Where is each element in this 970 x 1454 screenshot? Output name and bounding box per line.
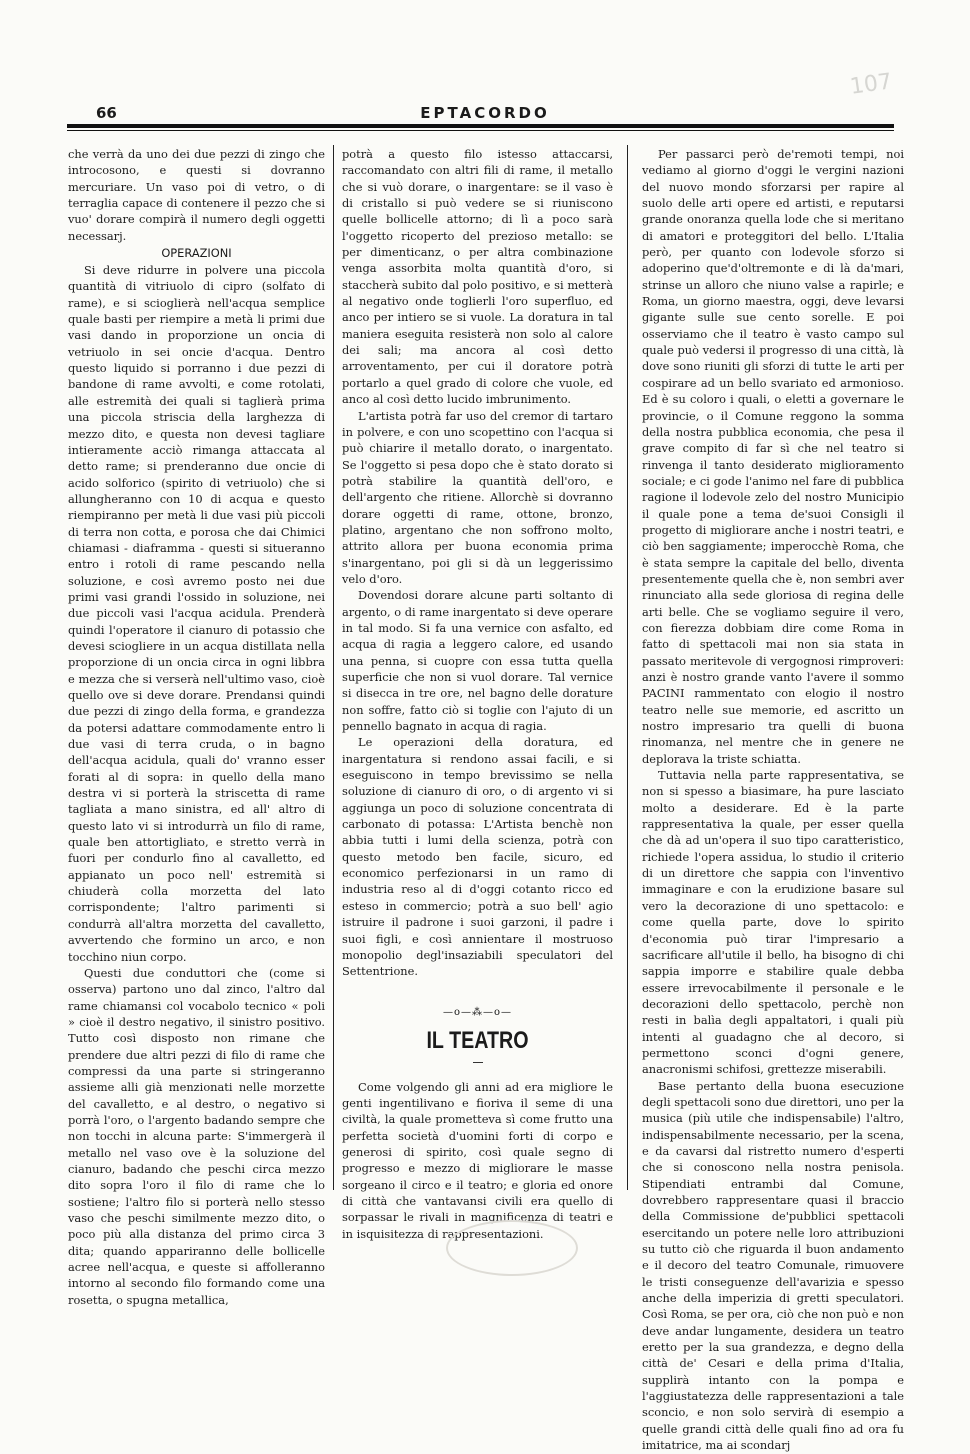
column-rule-right bbox=[627, 145, 628, 1190]
paragraph: che verrà da uno dei due pezzi di zingo che introcosono, e questi si dovranno mercuriare. Un vaso poi di vetro, o di terraglia capace di contenere il pezzo che si vuo' dorare compirà il numero degli oggetti necessarj. bbox=[68, 147, 325, 243]
paragraph: Base pertanto della buona esecuzione degli spettacoli sono due direttori, uno per la musica (più utile che indispensabile) l'altro, indispensabilmente necessario, per la scena, e da cavarsi dal ristretto numero d'esperti che si conoscono nella nostra penisola. Stipendiati entrambi dal Comune, dovrebbero rappresentare quasi il braccio della Commissione de'pubblici spettacoli esercitando un potere nelle loro attribuzioni su tutto ciò che riguarda il buon andamento e il decoro del teatro Comunale, rimuovere le tristi conseguenze dell'avarizia e spesso anche della imperizia di gretti speculatori. Così Roma, se per ora, ciò che non può e non deve andar lungamente, desidera un teatro eretto per la sua grandezza, e degno della città de' Cesari e della prima d'Italia, supplirà intanto con la pompa e l'aggiustatezza delle rappresentazioni a tale sconcio, e non solo servirà di esempio a quelle grandi città delle quali fino ad ora fu imitatrice, ma ai scondarj bbox=[642, 1078, 904, 1453]
paragraph: Le operazioni della doratura, ed inargentatura si rendono assai facili, e si eseguiscono in tempo brevissimo se nella soluzione di cianuro di oro, o di argento vi si aggiunga un poco di soluzione concentrata di carbonato di potassa: L'Artista benchè non abbia tutti i lumi della scienza, potrà con questo metodo ben facile, sicuro, ed economico perfezionarsi in un ramo di industria reso al di d'oggi cotanto ricco ed esteso in commercio; potrà a suo bell' agio istruire il padrone i suoi garzoni, il padre i suoi figli, e così annientare il mostruoso monopolio degl'insaziabili speculatori del Settentrione. bbox=[342, 735, 613, 979]
library-stamp bbox=[446, 1220, 578, 1276]
column-2 bbox=[342, 146, 613, 1242]
header-rule-thin bbox=[67, 130, 894, 131]
paragraph: Tuttavia nella parte rappresentativa, se non si spesso a biasimare, ha pure lasciato molto a desiderare. Ed è la parte rappresentativa la quale, per esser quella che dà ad un'opera il suo tipo caratteristico, richiede l'opera assidua, lo studio il criterio di un direttore che sappia con l'inventivo immaginare e con la erudizione basare sul vero la decorazione di uno spettacolo: e come quella parte, dove lo spirito d'economia può tirar l'impresario a sacrificare all'utile il bello, ha bisogno di chi sappia imporre e stabilire quale debba essere irrevocabilmente il personale e le decorazioni dello spettacolo, perchè non resti in balìa degli appaltatori, i quali più intenti al guadagno che al decoro, si permettono sconci d'ogni genere, anacronismi schifosi, grettezze miserabili. bbox=[642, 768, 904, 1077]
margin-mark: 107 bbox=[848, 69, 894, 100]
page-number: 66 bbox=[96, 104, 117, 122]
header-rule-thick bbox=[67, 124, 894, 128]
running-title: EPTACORDO bbox=[420, 104, 550, 122]
section-ornament: —o—⁂—o— bbox=[442, 1006, 513, 1018]
paragraph: Questi due conduttori che (come si osserva) partono uno dal zinco, l'altro dal rame chiamansi col vocabolo tecnico « poli » cioè il destro negativo, il sinistro positivo. Tutto così disposto non rimane che prendere due altri pezzi di filo di rame che compressi da una parte si stringeranno assieme alli già menzionati nelle morzette del cavalletto, e al destro, o negativo si porrà l'oro, o l'argento badando sempre che non tocchi in alcuna parte: S'immergerà il metallo nel vaso ove è la soluzione del cianuro, badando che peschi circa mezzo dito sopra l'oro il filo di rame che lo sostiene; l'altro filo si porterà nello stesso vaso che peschi similmente mezzo dito, o poco più alla distanza del primo circa 3 dita; quando appariranno delle bollicelle acree nell'acqua, e queste si affolleranno intorno al secondo filo formando come una rosetta, o spugna metallica, bbox=[68, 965, 325, 1307]
paragraph: Si deve ridurre in polvere una piccola quantità di vitriuolo di cipro (solfato di rame), e si scioglierà nell'acqua semplice quale basti per riempire a metà li primi due vasi dando in proporzione un oncia di vetriuolo in sei oncie d'acqua. Dentro questo liquido si porranno i due pezzi di bandone di rame avvolti, e come rotolati, alle estremità dei quali si taglierà prima una piccola striscia della larghezza di mezzo dito, e questa non devesi tagliare intieramente acciò rimanga attaccata al detto rame; si prenderanno due oncie di acido solforico (spirito di vetriuolo) che si allungheranno con 10 di acqua e questo riempiranno per metà li due vasi più piccoli di terra non cotta, e porosa che dai Chimici chiamasi - diaframma - questi si situeranno entro i rotoli di rame pescando nella soluzione, e così avremo posto nei due primi vasi grandi l'ossido in soluzione, nei due piccoli vasi l'acqua acidula. Prenderà quindi l'operatore il cianuro di potassio che devesi sciogliere in un acqua distillata nella proporzione di un oncia circa in ogni libbra e mezza che si verserà nell'ultimo vaso, cioè quello ove si deve dorare. Prendansi quindi due pezzi di zingo della forma, e grandezza da potersi adattare commodamente entro li due vasi di terra cruda, o in bagno dell'acqua acidula, quali do' vranno esser forati al di sopra: in quello della mano destra vi si porterà la striscetta di rame tagliata a mano sinistra, ed all' altro di questo lato vi si introdurrà un filo di rame, quale ben attortigliato, e stretto verrà in fuori per condurlo fino al cavalletto, ed appianato un poco nell' estremità si chiuderà colla morzetta del lato corrispondente; l'altro parimenti si condurrà all'altra morzetta del cavalletto, avvertendo che formino un arco, e non tocchino niun corpo. bbox=[68, 263, 325, 964]
column-rule-left bbox=[333, 145, 334, 1190]
article-heading-il-teatro: IL TEATRO bbox=[426, 1026, 529, 1054]
paragraph: Dovendosi dorare alcune parti soltanto di argento, o di rame inargentato si deve operare in tal modo. Si fa una vernice con asfalto, ed acqua di ragia a leggero calore, ed usando una penna, si cuopre con essa tutta quella superficie che non si vuol dorare. Tal vernice si disecca in tre ore, nel bagno delle dorature non soffre, fatto ciò si toglie con l'ajuto di un pennello bagnato in acqua di ragia. bbox=[342, 588, 613, 734]
column-1 bbox=[68, 146, 325, 1308]
paragraph: Come volgendo gli anni ad era migliore le genti ingentilivano e fioriva il seme di una civiltà, la quale prometteva sì come frutto una perfetta società d'uomini forti di corpo e generosi di spirito, così quale segno di progresso e mezzo di migliorare le masse sorgeano il circo e il teatro; e gloria ed onore di città che vantavansi civili era quello di sorpassar le rivali in magnificenza di teatri e in isquisitezza di rappresentazioni. bbox=[342, 1079, 613, 1241]
section-heading-operazioni: OPERAZIONI bbox=[161, 246, 232, 261]
paragraph: Per passarci però de'remoti tempi, noi vediamo al giorno d'oggi le vergini nazioni del nuovo mondo sforzarsi per rapire al suolo delle arti opere ed artisti, e reputarsi grande onoranza quella lode che si meritano di amatori e proteggitori del bello. L'Italia però, per quanto con lodevole sforzo si adoperino que'd'oltremonte e di là da'mari, strinse un alloro che niuno valse a rapirle; e Roma, un giorno maestra, oggi, deve levarsi gigante sulle sue cento sorelle. E poi osserviamo che il teatro è vasto campo sul quale può vedersi il progresso di una città, là dove sono riuniti gli sforzi di tutte le arti per cospirare ad un bello svariato ed armonioso. Ed è su coloro i quali, o eletti a governare le provincie, o il Comune reggono la somma della nostra pubblica economia, che pesa il grave compito di far sì che nel teatro si rinvenga il tanto desiderato miglioramento sociale; e ci gode l'animo nel fare di pubblica ragione il lodevole zelo del nostro Municipio il quale pone a tema de'suoi Consigli il progetto di migliorare anche i nostri teatri, e ciò ben saggiamente; imperocchè Roma, che è stata sempre la capitale del bello, diventa presentemente quella che è, non sembri aver rinunciato alla sede gloriosa di regina delle arti belle. Che se vogliamo seguire il vero, con fierezza dobbiam dire come Roma in fatto di spettacoli mai non sia stata in passato meritevole di vergognosi rimproveri: anzi è nostro grande vanto l'avere il sommo PACINI rammentato con elogio il nostro teatro nelle sue memorie, ed ascritto un nostro impresario tra quelli di buona rinomanza, nel mentre che in genere ne deplorava la triste schiatta. bbox=[642, 147, 904, 766]
paragraph: potrà a questo filo istesso attaccarsi, raccomandato con altri fili di rame, il metallo che si vuò dorare, o inargentare: se il vaso è di cristallo si può vedere se si riuniscono quelle bollicelle attorno; di lì a poco sarà l'oggetto ricoperto del prezioso metallo: se per dimenticanz, o per altra combinazione venga assorbita molta quantità d'oro, si staccherà subito dal polo positivo, e si metterà al negativo onde toglierli l'oro superfluo, ed anco per intiero se si vuole. La doratura in tal maniera eseguita resisterà non solo al calore dei sali; ma ancora al così detto arroventamento, per cui il doratore potrà portarlo a quel grado di colore che vuole, ed anco al così detto lucido imbrunimento. bbox=[342, 147, 613, 407]
heading-dash bbox=[473, 1062, 483, 1063]
column-3 bbox=[642, 146, 904, 1454]
paragraph: L'artista potrà far uso del cremor di tartaro in polvere, e con uno scopettino con l'acqua si può chiarire il metallo dorato, o inargentato. Se l'oggetto si pesa dopo che è stato dorato si potrà stabilire la quantità dell'oro, e dell'argento che ritiene. Allorchè si dovranno dorare oggetti di rame, ottone, bronzo, platino, argentano che non soffrono molto, attrito allora per buona economia prima s'inargentano, poi gli si dà un leggerissimo velo d'oro. bbox=[342, 408, 613, 586]
